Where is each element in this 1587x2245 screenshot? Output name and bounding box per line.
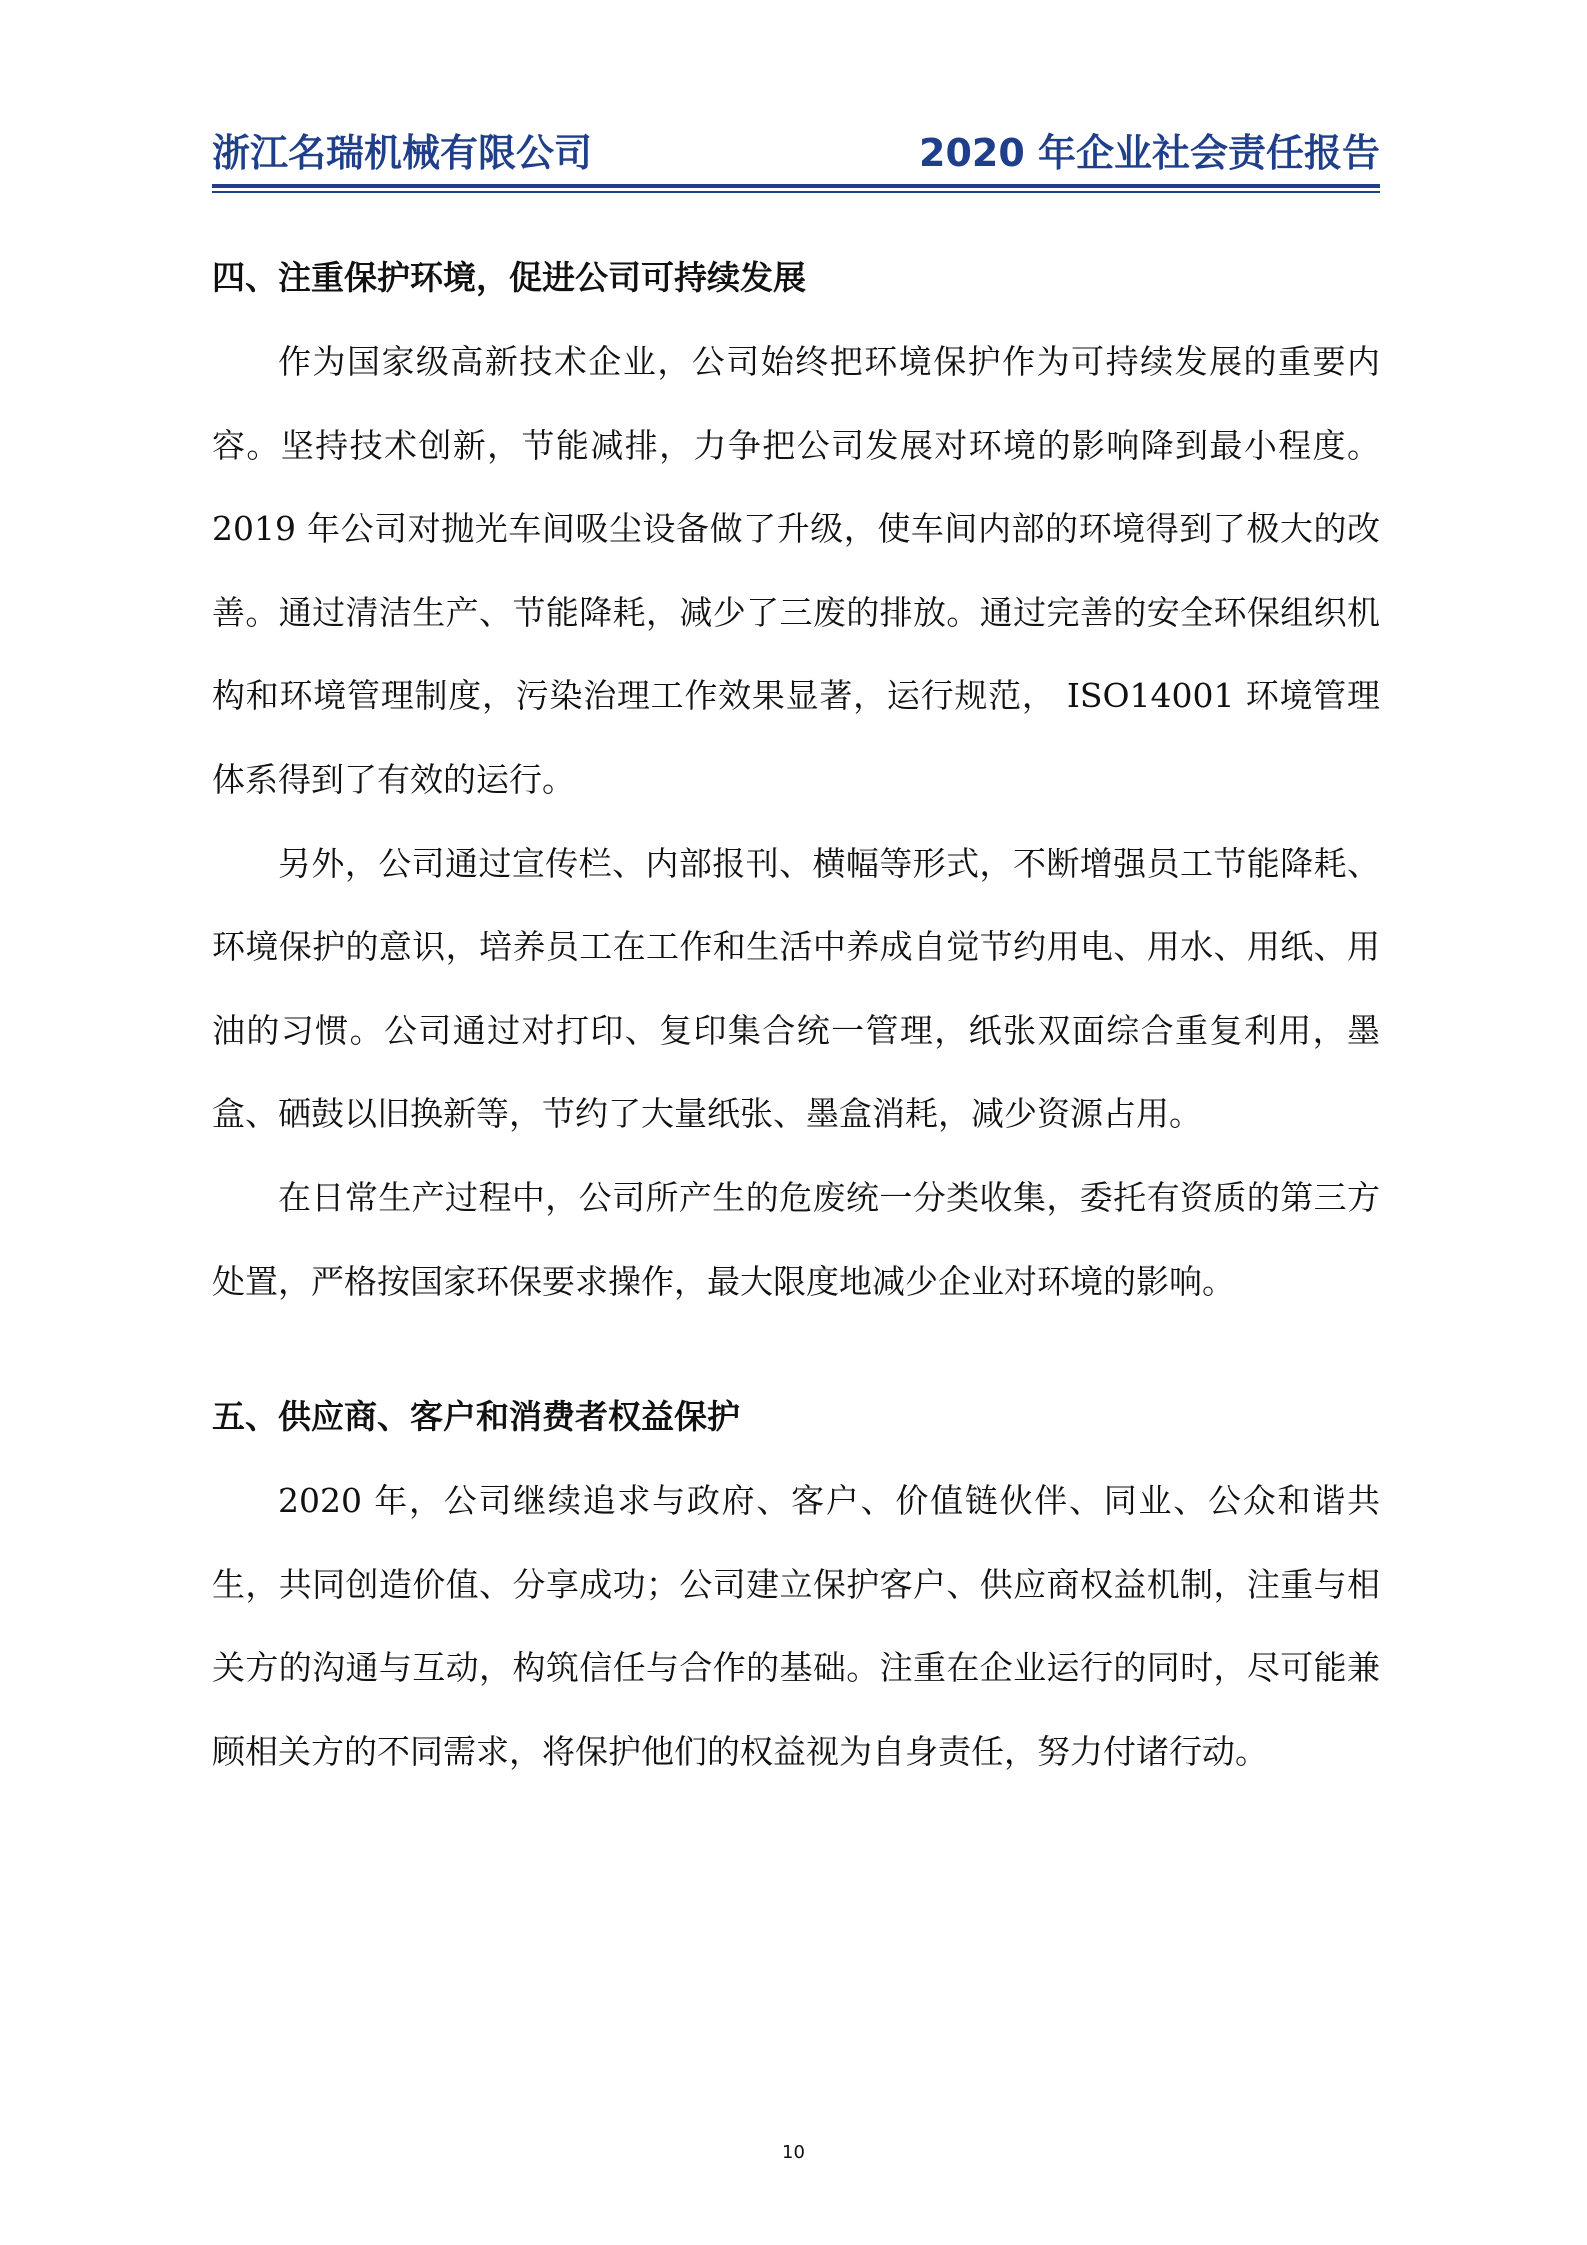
company-name: 浙江名瑞机械有限公司 xyxy=(212,131,593,175)
page-number: 10 xyxy=(782,2142,805,2163)
section-heading-stakeholders: 五、供应商、客户和消费者权益保护 xyxy=(212,1397,740,1437)
page-body xyxy=(212,236,1380,1794)
paragraph: 另外，公司通过宣传栏、内部报刊、横幅等形式，不断增强员工节能降耗、环境保护的意识，培养员工在工作和生活中养成自觉节约用电、用水、用纸、用油的习惯。公司通过对打印、复印集合统一管理，纸张双面综合重复利用，墨盒、硒鼓以旧换新等，节约了大量纸张、墨盒消耗，减少资源占用。 xyxy=(212,843,1380,1134)
page-header xyxy=(212,118,1380,178)
report-title: 2020 年企业社会责任报告 xyxy=(919,131,1380,175)
header-divider xyxy=(212,184,1380,188)
paragraph: 作为国家级高新技术企业，公司始终把环境保护作为可持续发展的重要内容。坚持技术创新，节能减排，力争把公司发展对环境的影响降到最小程度。2019 年公司对抛光车间吸尘设备做了升级，使车间内部的环境得到了极大的改善。通过清洁生产、节能降耗，减少了三废的排放。通过完善的安全环保组织机构和环境管理制度，污染治理工作效果显著，运行规范， ISO14001 环境管理体系得到了有效的运行。 xyxy=(212,342,1380,799)
paragraph: 2020 年，公司继续追求与政府、客户、价值链伙伴、同业、公众和谐共生，共同创造价值、分享成功；公司建立保护客户、供应商权益机制，注重与相关方的沟通与互动，构筑信任与合作的基础。注重在企业运行的同时，尽可能兼顾相关方的不同需求，将保护他们的权益视为自身责任，努力付诸行动。 xyxy=(212,1481,1380,1771)
header-divider-thin xyxy=(212,191,1380,193)
section-heading-environment: 四、注重保护环境，促进公司可持续发展 xyxy=(212,258,806,297)
paragraph: 在日常生产过程中，公司所产生的危废统一分类收集，委托有资质的第三方处置，严格按国家环保要求操作，最大限度地减少企业对环境的影响。 xyxy=(212,1177,1380,1301)
